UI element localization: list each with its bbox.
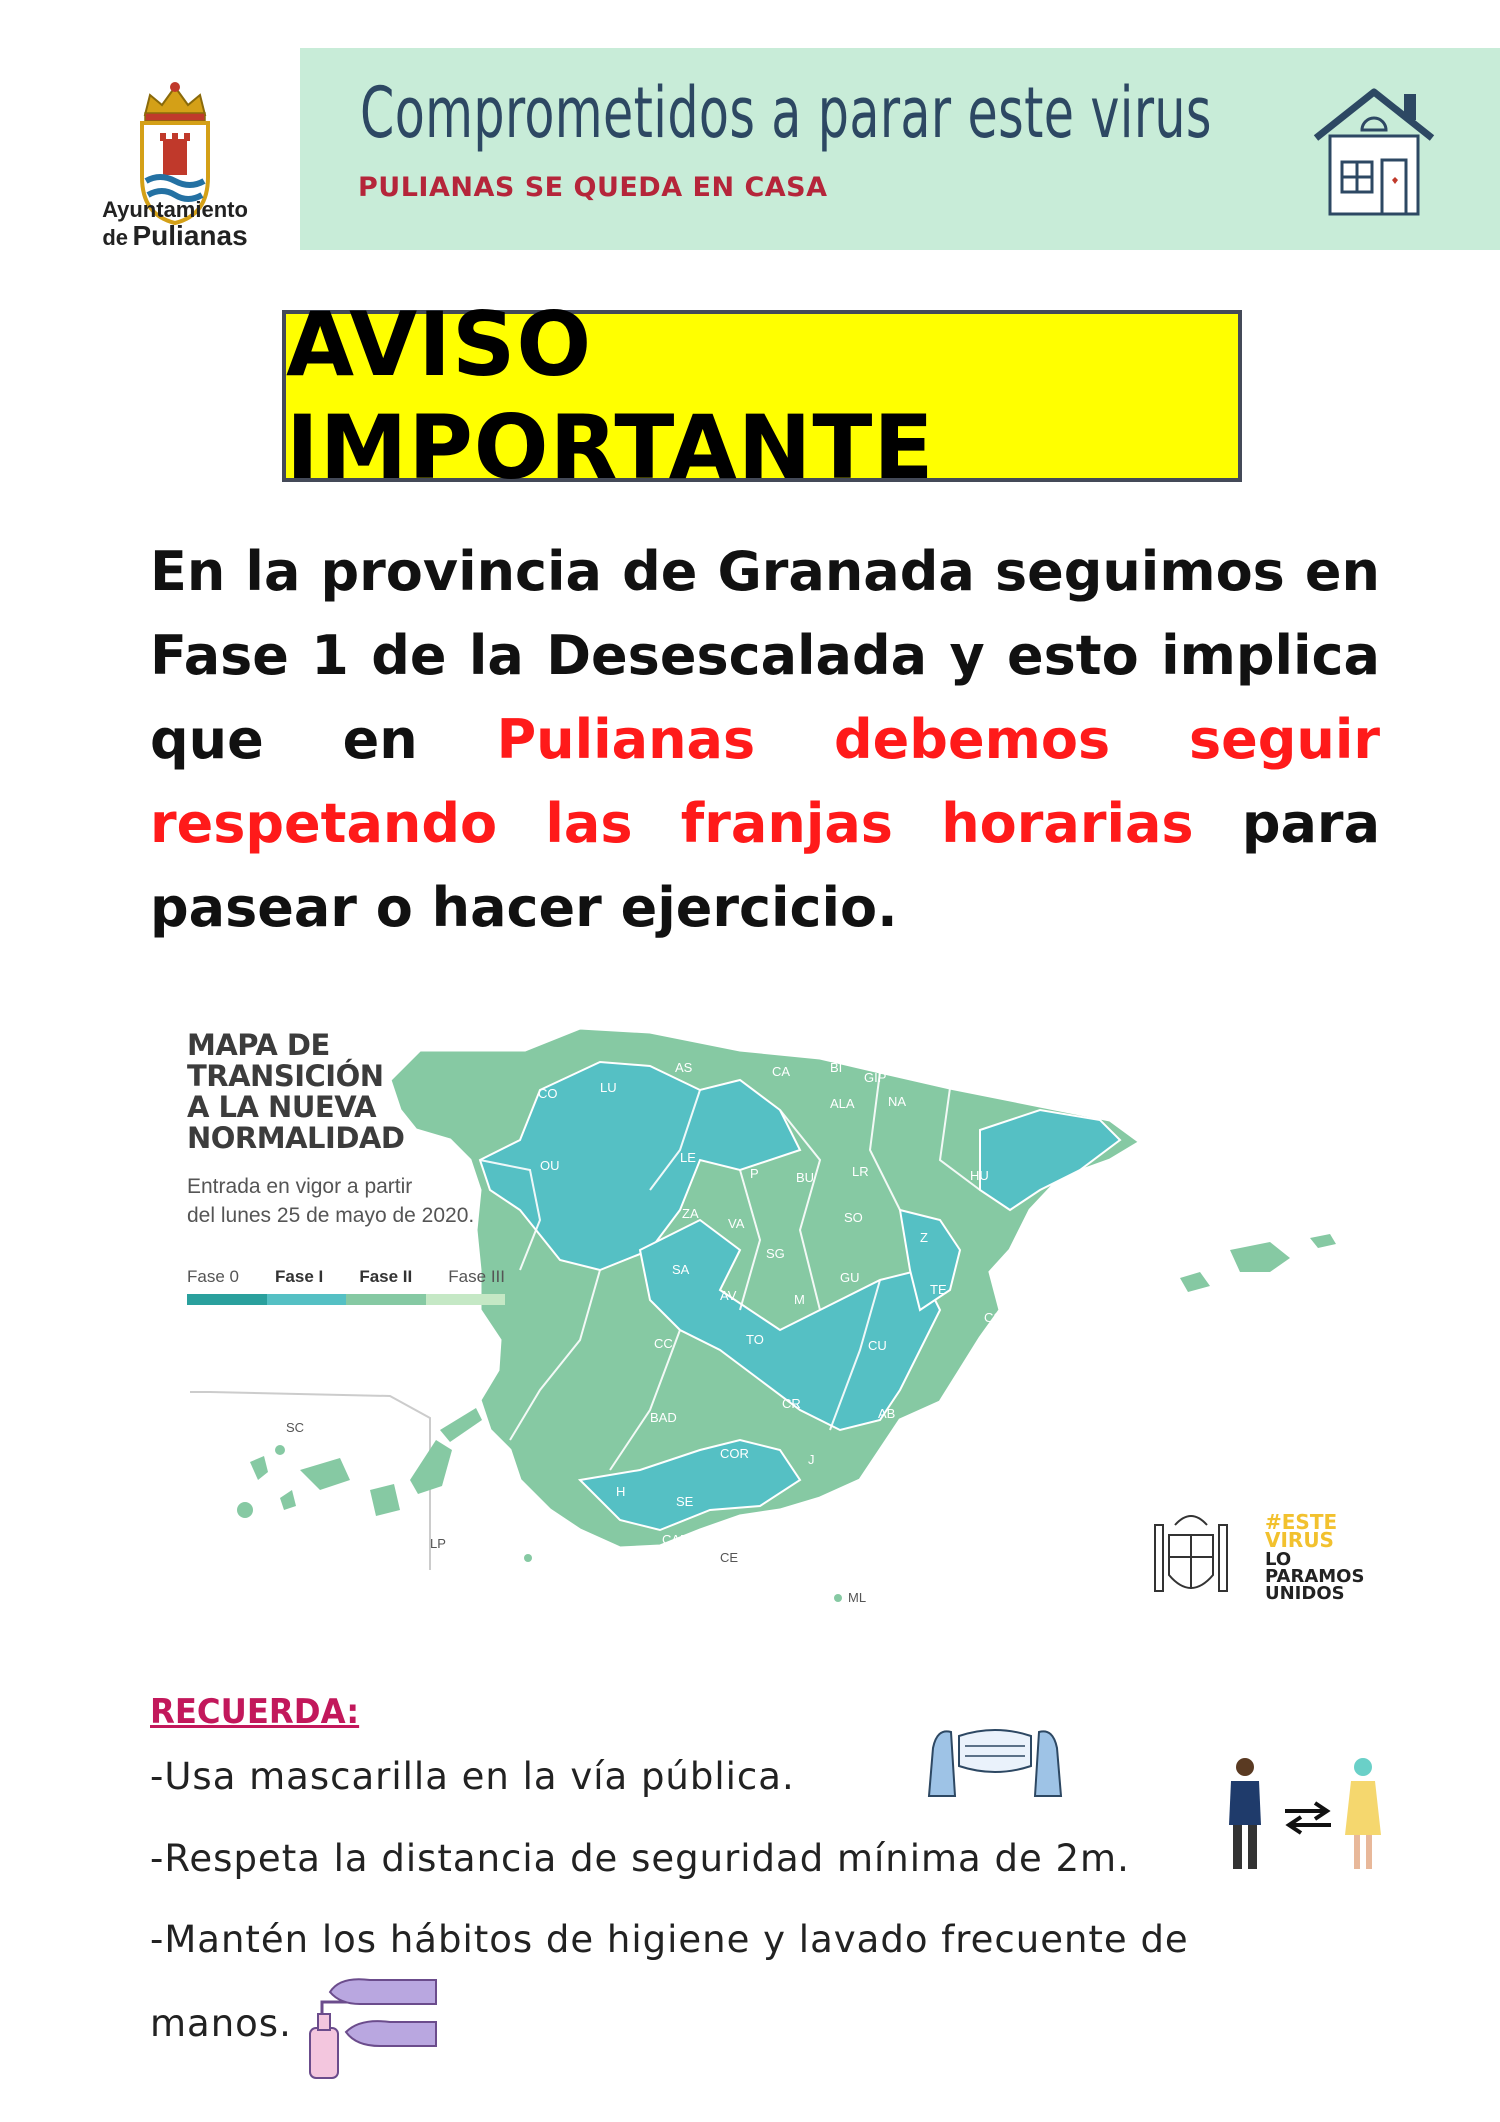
svg-text:B: B (1082, 1194, 1091, 1209)
main-paragraph (150, 530, 1380, 950)
svg-text:LR: LR (852, 1164, 869, 1179)
svg-text:P: P (750, 1166, 759, 1181)
legend-swatch-fase0 (187, 1294, 267, 1305)
svg-text:ALA: ALA (830, 1096, 855, 1111)
svg-text:AB: AB (878, 1406, 896, 1421)
svg-text:H: H (616, 1484, 626, 1499)
svg-text:GIR: GIR (1116, 1164, 1140, 1179)
svg-text:BAL: BAL (1090, 1366, 1115, 1381)
legend-swatch-fase3 (426, 1294, 506, 1305)
svg-text:SC: SC (286, 1420, 305, 1435)
campaign-line2: VIRUS (1265, 1528, 1334, 1552)
map-title (187, 1030, 404, 1154)
paragraph-part1: En la provincia de Granada seguimos en Fase 1 de la Desescalada y esto implica que en (150, 540, 1380, 771)
svg-text:SG: SG (766, 1246, 785, 1261)
svg-text:TO: TO (746, 1332, 764, 1347)
svg-text:CO: CO (538, 1086, 558, 1101)
svg-text:LP: LP (430, 1536, 446, 1551)
map-note (187, 1172, 474, 1230)
paragraph-part2: para pasear o hacer ejercicio. (150, 792, 1381, 939)
svg-text:CR: CR (782, 1396, 801, 1411)
svg-text:GR: GR (802, 1506, 822, 1521)
svg-text:SO: SO (844, 1210, 863, 1225)
campaign-line3: LO (1265, 1549, 1292, 1570)
map-title-line3: A LA NUEVA (187, 1090, 377, 1124)
map-note-line1: Entrada en vigor a partir (187, 1175, 413, 1198)
alert-box (282, 293, 1242, 499)
distance-icon (1215, 1755, 1390, 1875)
municipality-name (80, 198, 270, 250)
svg-text:MA: MA (730, 1520, 750, 1535)
legend-label-fase0: Fase 0 (187, 1267, 239, 1286)
svg-text:AS: AS (675, 1060, 693, 1075)
legend-bars (187, 1294, 505, 1305)
svg-text:BU: BU (796, 1170, 815, 1185)
svg-text:J: J (808, 1452, 815, 1467)
svg-text:HU: HU (970, 1168, 989, 1183)
svg-text:V: V (958, 1368, 967, 1383)
campaign-line1: #ESTE (1265, 1510, 1338, 1534)
house-icon (1308, 80, 1440, 220)
svg-text:ZA: ZA (682, 1206, 699, 1221)
svg-text:SE: SE (676, 1494, 694, 1509)
svg-text:GIP: GIP (864, 1070, 887, 1085)
svg-text:SA: SA (672, 1262, 690, 1277)
map-note-line2: del lunes 25 de mayo de 2020. (187, 1204, 475, 1227)
legend-label-fase3: Fase III (448, 1267, 505, 1286)
svg-text:OU: OU (540, 1158, 560, 1173)
svg-text:LE: LE (680, 1150, 696, 1165)
campaign-line5: UNIDOS (1265, 1583, 1345, 1604)
svg-text:GU: GU (840, 1270, 860, 1285)
svg-text:AV: AV (720, 1288, 737, 1303)
svg-text:LU: LU (600, 1080, 617, 1095)
svg-text:CAD: CAD (662, 1532, 690, 1547)
svg-text:NA: NA (888, 1094, 907, 1109)
svg-text:ML: ML (848, 1590, 867, 1605)
svg-text:CS: CS (984, 1310, 1003, 1325)
svg-text:CU: CU (868, 1338, 887, 1353)
svg-text:COR: COR (720, 1446, 749, 1461)
spain-coat-of-arms-icon (1145, 1505, 1395, 1605)
svg-text:A: A (958, 1430, 967, 1445)
legend-labels (187, 1267, 505, 1287)
map-title-line1: MAPA DE (187, 1028, 330, 1062)
map-legend (187, 1267, 505, 1305)
mask-icon (925, 1718, 1065, 1798)
banner-title: Comprometidos a parar este virus (360, 72, 1212, 154)
svg-text:BI: BI (830, 1060, 843, 1075)
svg-text:TE: TE (930, 1282, 947, 1297)
legend-swatch-fase1 (267, 1294, 347, 1305)
campaign-line4: PARAMOS (1265, 1566, 1365, 1587)
svg-text:CA: CA (772, 1064, 791, 1079)
map-title-line4: NORMALIDAD (187, 1121, 405, 1155)
svg-text:MU: MU (906, 1464, 927, 1479)
logo-line2: Pulianas (132, 220, 248, 252)
paragraph-highlight: Pulianas debemos seguir respetando las franjas horarias (150, 708, 1380, 855)
tip-hygiene: -Mantén los hábitos de higiene y lavado frecuente de (150, 1918, 1189, 1961)
svg-text:VA: VA (728, 1216, 745, 1231)
hand-sanitizer-icon (300, 1970, 440, 2080)
svg-text:Z: Z (920, 1230, 928, 1245)
legend-swatch-fase2 (346, 1294, 426, 1305)
svg-text:ALM: ALM (860, 1494, 887, 1509)
svg-text:CE: CE (720, 1550, 739, 1565)
reminder-heading: RECUERDA: (150, 1692, 360, 1732)
legend-label-fase2: Fase II (359, 1267, 413, 1286)
alert-text: AVISO IMPORTANTE (286, 293, 935, 499)
logo-line1: Ayuntamiento (102, 197, 248, 222)
tip-distance: -Respeta la distancia de seguridad mínima de 2m. (150, 1837, 1130, 1880)
map-title-line2: TRANSICIÓN (187, 1059, 384, 1093)
svg-text:BAD: BAD (650, 1410, 677, 1425)
logo-line2-prefix: de (102, 225, 129, 251)
tip-hygiene-cont: manos. (150, 2002, 292, 2045)
banner-subtitle: PULIANAS SE QUEDA EN CASA (358, 172, 828, 203)
legend-label-fase1: Fase I (275, 1267, 324, 1286)
svg-text:CC: CC (654, 1336, 673, 1351)
svg-text:M: M (794, 1292, 805, 1307)
tip-mask: -Usa mascarilla en la vía pública. (150, 1755, 795, 1798)
